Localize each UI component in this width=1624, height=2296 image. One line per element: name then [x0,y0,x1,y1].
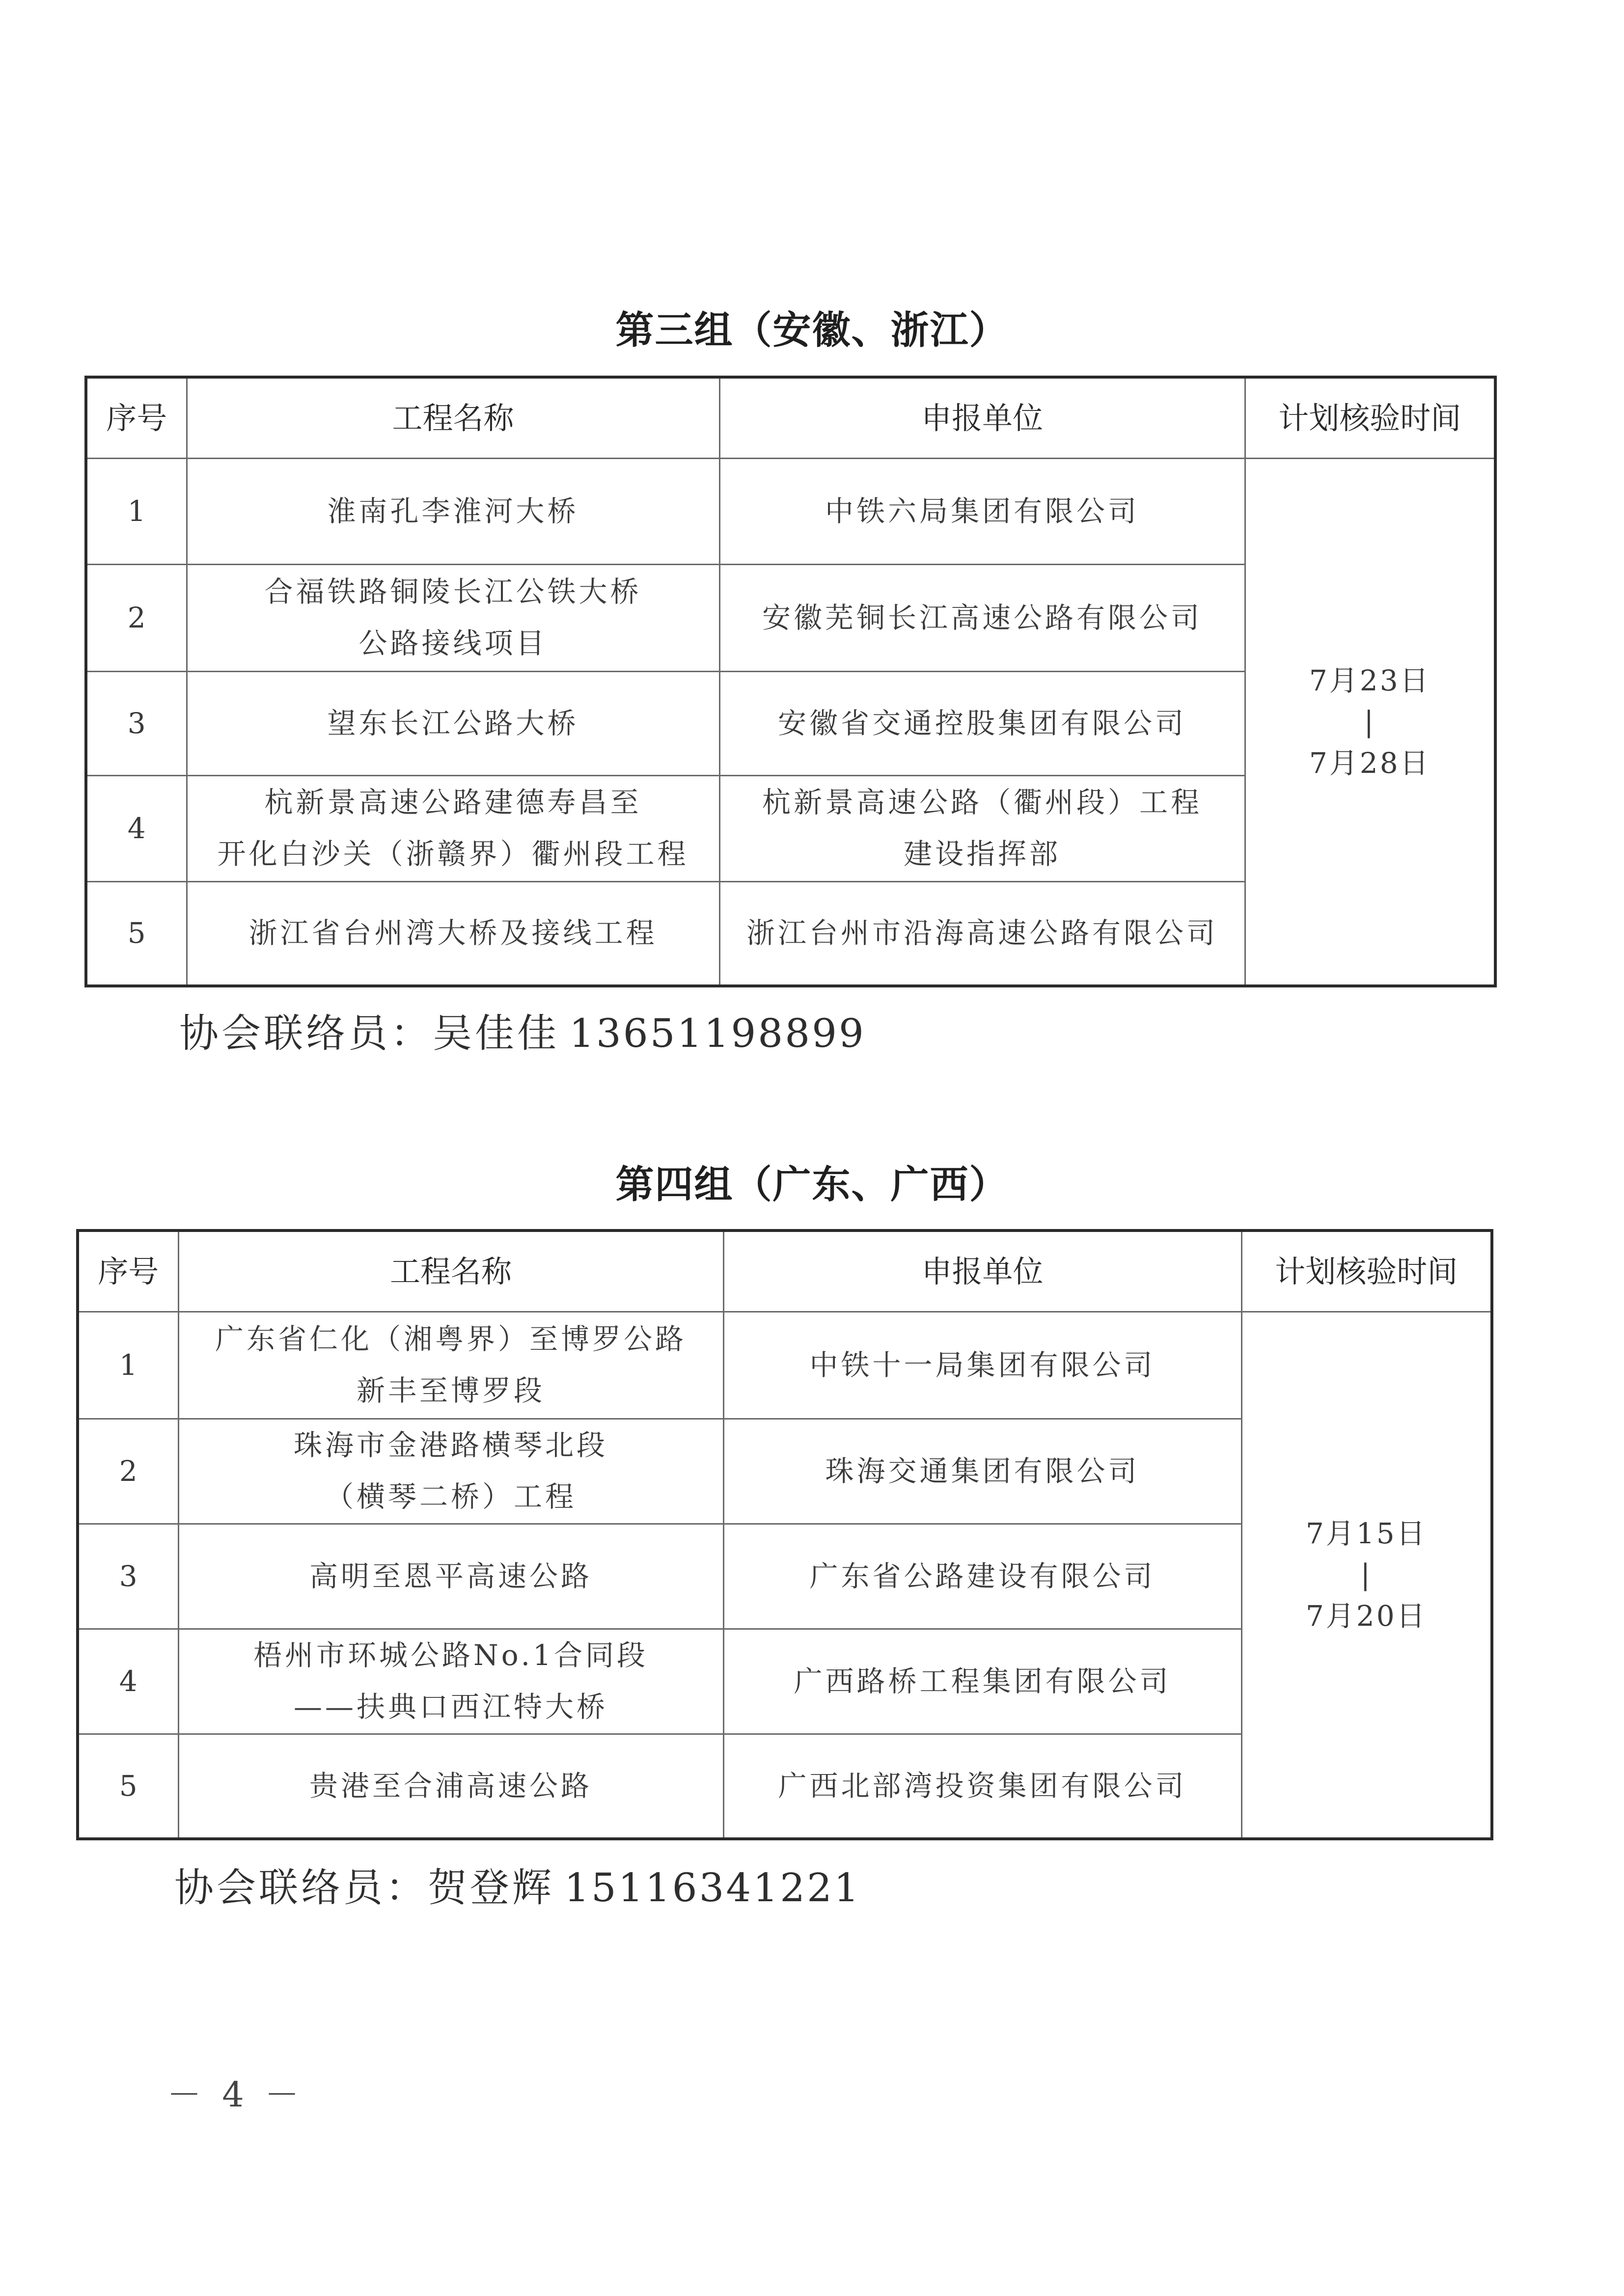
header-verify-time: 计划核验时间 [1241,1230,1492,1312]
applicant-line: 广西北部湾投资集团有限公司 [778,1769,1187,1803]
row-applicant [723,1524,1241,1629]
applicant-line: 中铁十一局集团有限公司 [809,1348,1156,1382]
contact-phone: 15116341221 [564,1865,861,1911]
header-applicant: 申报单位 [723,1230,1241,1312]
row-applicant [723,1419,1241,1524]
applicant-line: 安徽芜铜长江高速公路有限公司 [762,601,1202,634]
row-project-name [178,1419,723,1524]
row-seq: 5 [86,881,187,986]
row-seq: 4 [78,1629,178,1734]
row-project-name [187,564,719,671]
row-applicant [719,458,1245,564]
project-name-line: 淮南孔李淮河大桥 [327,494,579,528]
project-name-line: 贵港至合浦高速公路 [309,1769,592,1803]
applicant-line: 中铁六局集团有限公司 [825,494,1139,528]
row-applicant [723,1312,1241,1419]
table-header-row [78,1230,1492,1312]
time-start: 7月15日 [1305,1517,1427,1551]
header-seq: 序号 [78,1230,178,1312]
row-applicant [719,564,1245,671]
row-applicant [719,775,1245,881]
row-project-name [187,458,719,564]
time-end: 7月28日 [1309,746,1431,780]
group-3-contact [179,1002,866,1058]
row-seq: 4 [86,775,187,881]
header-project-name: 工程名称 [178,1230,723,1312]
project-name-line: 合福铁路铜陵长江公铁大桥 [264,575,642,608]
row-seq: 2 [78,1419,178,1524]
table-row [86,458,1495,564]
row-seq: 5 [78,1734,178,1839]
row-project-name [178,1524,723,1629]
applicant-line: 安徽省交通控股集团有限公司 [777,706,1186,740]
row-seq: 3 [86,671,187,775]
applicant-line: 建设指挥部 [903,837,1061,871]
header-seq: 序号 [86,377,187,458]
row-project-name [178,1629,723,1734]
applicant-line: 广西路桥工程集团有限公司 [794,1664,1171,1698]
header-project-name: 工程名称 [187,377,719,458]
project-name-line: 开化白沙关（浙赣界）衢州段工程 [217,837,689,871]
project-name-line: 珠海市金港路横琴北段 [293,1428,608,1462]
group-3-table [84,376,1497,987]
verify-time-cell [1241,1312,1492,1839]
header-verify-time: 计划核验时间 [1245,377,1495,458]
row-project-name [187,671,719,775]
project-name-line: 浙江省台州湾大桥及接线工程 [248,916,658,950]
contact-name: 贺登辉 [428,1865,554,1911]
project-name-line: 公路接线项目 [358,627,548,660]
row-seq: 1 [86,458,187,564]
applicant-line: 浙江台州市沿海高速公路有限公司 [746,916,1218,950]
contact-phone: 13651198899 [569,1011,866,1056]
group-4-title: 第四组（广东、广西） [615,1162,1009,1207]
row-seq: 2 [86,564,187,671]
group-4-table [76,1229,1493,1840]
time-separator: | [1360,1558,1373,1592]
project-name-line: 高明至恩平高速公路 [309,1559,592,1593]
table-row [78,1312,1492,1419]
project-name-line: 新丰至博罗段 [356,1374,545,1407]
contact-label: 协会联络员： [179,1011,433,1056]
applicant-line: 杭新景高速公路（衢州段）工程 [762,786,1202,819]
row-applicant [723,1734,1241,1839]
row-seq: 1 [78,1312,178,1419]
applicant-line: 广东省公路建设有限公司 [809,1559,1156,1593]
row-project-name [187,881,719,986]
verify-time-cell [1245,458,1495,986]
project-name-line: 杭新景高速公路建德寿昌至 [264,786,642,819]
project-name-line: （横琴二桥）工程 [325,1480,577,1513]
contact-name: 吴佳佳 [433,1011,559,1056]
header-applicant: 申报单位 [719,377,1245,458]
page-number: － 4 － [167,2075,304,2115]
row-applicant [719,881,1245,986]
group-4-contact [174,1856,861,1913]
row-applicant [723,1629,1241,1734]
project-name-line: 广东省仁化（湘粤界）至博罗公路 [215,1322,687,1356]
time-start: 7月23日 [1309,663,1431,697]
row-seq: 3 [78,1524,178,1629]
table-header-row [86,377,1495,458]
time-separator: | [1364,705,1376,738]
group-3-title: 第三组（安徽、浙江） [615,308,1009,353]
project-name-line: ——扶典口西江特大桥 [293,1690,608,1723]
time-end: 7月20日 [1305,1599,1427,1633]
applicant-line: 珠海交通集团有限公司 [825,1454,1140,1488]
row-project-name [178,1734,723,1839]
project-name-line: 望东长江公路大桥 [327,706,579,740]
row-applicant [719,671,1245,775]
row-project-name [178,1312,723,1419]
project-name-line: 梧州市环城公路No.1合同段 [253,1639,648,1672]
contact-label: 协会联络员： [174,1865,428,1911]
row-project-name [187,775,719,881]
